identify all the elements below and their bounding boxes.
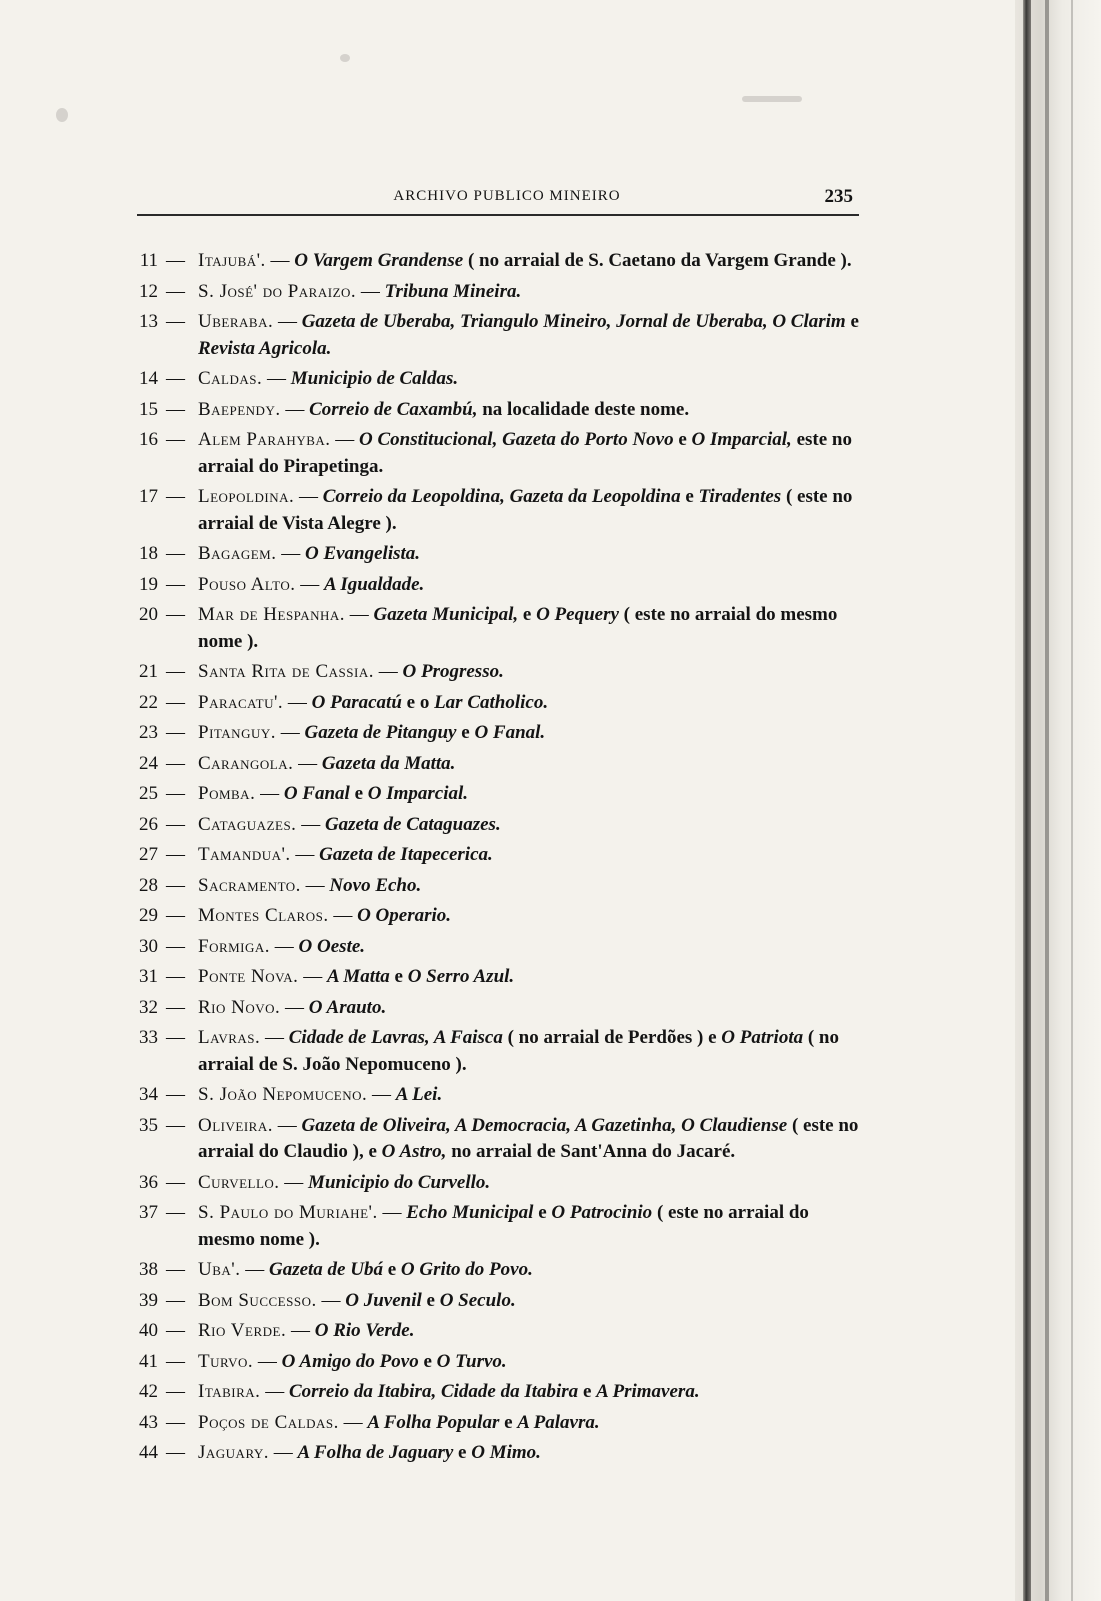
newspaper-title: O Patrocinio <box>551 1202 653 1223</box>
town-name: Poços de Caldas. <box>198 1411 339 1433</box>
list-item: 41 — Turvo. — O Amigo do Povo e O Turvo. <box>130 1349 860 1376</box>
newspaper-title: A Palavra. <box>517 1411 600 1433</box>
entry-number: 36 <box>139 1171 158 1193</box>
em-dash: — <box>166 722 185 743</box>
entry-number: 29 <box>139 905 158 926</box>
town-name: Caldas. <box>198 368 263 389</box>
list-item: 35 — Oliveira. — Gazeta de Oliveira, A Democracia, A Gazetinha, O Claudiense ( este no arraial do Claudio ), e O Astro, no arraial de Sant'Anna do Jacaré. <box>130 1113 860 1166</box>
newspaper-title: A Primavera. <box>596 1381 700 1402</box>
newspaper-title: O Arauto. <box>308 996 387 1018</box>
list-item: 12 — S. José' do Paraizo. — Tribuna Mineira. <box>130 279 860 306</box>
list-item: 38 — Uba'. — Gazeta de Ubá e O Grito do Povo. <box>130 1257 860 1284</box>
header-rule <box>137 214 859 216</box>
em-dash: — <box>166 1320 185 1341</box>
newspaper-title: O Imparcial. <box>367 783 469 804</box>
em-dash: — <box>166 1442 185 1463</box>
em-dash: — <box>166 905 185 926</box>
newspaper-title: O Operario. <box>357 905 452 926</box>
entry-note: e o <box>401 691 435 713</box>
em-dash: — <box>166 966 185 987</box>
entry-number: 34 <box>139 1084 158 1105</box>
list-item: 40 — Rio Verde. — O Rio Verde. <box>130 1318 860 1345</box>
newspaper-title: Revista Agricola. <box>198 337 332 359</box>
newspaper-title: Tribuna Mineira. <box>384 280 522 302</box>
town-name: S. Paulo do Muriahe'. <box>198 1202 378 1223</box>
newspaper-title: A Lei. <box>395 1084 443 1105</box>
entry-note: e <box>349 783 368 804</box>
town-name: Itabira. <box>198 1381 261 1402</box>
list-item: 18 — Bagagem. — O Evangelista. <box>130 541 860 568</box>
em-dash: — <box>166 368 185 389</box>
town-name: Rio Verde. <box>198 1320 287 1341</box>
em-dash: — <box>166 543 185 564</box>
entry-number: 20 <box>139 604 158 625</box>
newspaper-title: Gazeta de Oliveira, A Democracia, A Gazetinha, O Claudiense <box>301 1114 788 1136</box>
newspaper-title: Gazeta de Itapecerica. <box>319 844 493 865</box>
town-name: Pomba. <box>198 783 256 804</box>
newspaper-title: A Matta <box>326 966 390 987</box>
entry-number: 32 <box>139 996 158 1018</box>
newspaper-title: Gazeta de Cataguazes. <box>324 813 501 835</box>
newspaper-title: Gazeta da Matta. <box>321 752 456 774</box>
list-item: 16 — Alem Parahyba. — O Constitucional, Gazeta do Porto Novo e O Imparcial, este no arraial do Pirapetinga. <box>130 427 860 480</box>
town-name: Paracatu'. <box>198 691 284 713</box>
entry-number: 27 <box>139 844 158 865</box>
entry-number: 33 <box>139 1027 158 1048</box>
em-dash: — <box>166 813 185 835</box>
running-title: ARCHIVO PUBLICO MINEIRO <box>393 188 621 204</box>
list-item: 28 — Sacramento. — Novo Echo. <box>130 873 860 900</box>
newspaper-title: Novo Echo. <box>329 874 422 896</box>
entry-number: 15 <box>139 398 158 420</box>
list-item: 11 — Itajubá'. — O Vargem Grandense ( no arraial de S. Caetano da Vargem Grande ). <box>130 248 860 275</box>
town-name: Tamandua'. <box>198 844 291 865</box>
list-item: 43 — Poços de Caldas. — A Folha Popular e A Palavra. <box>130 1410 860 1437</box>
newspaper-title: O Mimo. <box>471 1442 541 1463</box>
entry-note: e <box>680 486 699 507</box>
entry-number: 35 <box>139 1114 158 1136</box>
entry-number: 19 <box>139 573 158 595</box>
entry-note: ( este no arraial do mesmo nome ). <box>198 1202 809 1250</box>
entry-note: e <box>382 1259 401 1280</box>
page-edge-line <box>1071 0 1073 1601</box>
newspaper-title: O Astro, <box>381 1141 447 1162</box>
entry-number: 31 <box>139 966 158 987</box>
list-item: 15 — Baependy. — Correio de Caxambú, na localidade deste nome. <box>130 397 860 424</box>
entry-note: e <box>499 1411 518 1433</box>
town-name: Rio Novo. <box>198 996 281 1018</box>
page-header <box>137 188 877 216</box>
list-item: 34 — S. João Nepomuceno. — A Lei. <box>130 1082 860 1109</box>
page-number: 235 <box>824 186 853 207</box>
town-name: Sacramento. <box>198 874 301 896</box>
entry-number: 28 <box>139 874 158 896</box>
town-name: Jaguary. <box>198 1442 270 1463</box>
em-dash: — <box>166 573 185 595</box>
newspaper-title: O Fanal. <box>474 722 546 743</box>
entry-number: 42 <box>139 1381 158 1402</box>
newspaper-title: Correio de Caxambú, <box>309 398 478 420</box>
entry-number: 37 <box>139 1202 158 1223</box>
list-item: 42 — Itabira. — Correio da Itabira, Cidade da Itabira e A Primavera. <box>130 1379 860 1406</box>
list-item: 24 — Carangola. — Gazeta da Matta. <box>130 751 860 778</box>
entry-note: e <box>453 1442 472 1463</box>
entry-number: 38 <box>139 1259 158 1280</box>
entry-note: no arraial de Sant'Anna do Jacaré. <box>446 1141 736 1162</box>
entry-number: 39 <box>139 1289 158 1311</box>
em-dash: — <box>166 398 185 420</box>
em-dash: — <box>166 874 185 896</box>
entry-number: 25 <box>139 783 158 804</box>
newspaper-title: O Grito do Povo. <box>400 1259 533 1280</box>
newspaper-title: O Patriota <box>721 1027 804 1048</box>
entry-note: este no arraial do Pirapetinga. <box>198 429 852 477</box>
town-name: Uberaba. <box>198 311 274 332</box>
em-dash: — <box>166 844 185 865</box>
em-dash: — <box>166 1259 185 1280</box>
newspaper-title: O Constitucional, Gazeta do Porto Novo <box>359 429 674 450</box>
list-item: 19 — Pouso Alto. — A Igualdade. <box>130 572 860 599</box>
em-dash: — <box>166 604 185 625</box>
list-item: 39 — Bom Successo. — O Juvenil e O Seculo. <box>130 1288 860 1315</box>
list-item: 31 — Ponte Nova. — A Matta e O Serro Azul. <box>130 964 860 991</box>
entry-note: e <box>421 1289 440 1311</box>
list-item: 22 — Paracatu'. — O Paracatú e o Lar Catholico. <box>130 690 860 717</box>
newspaper-title: Gazeta de Uberaba, Triangulo Mineiro, Jornal de Uberaba, O Clarim <box>301 311 846 332</box>
em-dash: — <box>166 429 185 450</box>
entry-number: 23 <box>139 722 158 743</box>
newspaper-title: O Seculo. <box>439 1289 516 1311</box>
newspaper-title: Municipio do Curvello. <box>308 1171 491 1193</box>
em-dash: — <box>166 1350 185 1372</box>
newspaper-title: O Serro Azul. <box>407 966 515 987</box>
town-name: Pouso Alto. <box>198 573 296 595</box>
em-dash: — <box>166 250 185 271</box>
em-dash: — <box>166 1202 185 1223</box>
town-name: S. João Nepomuceno. <box>198 1084 368 1105</box>
newspaper-title: A Igualdade. <box>323 573 425 595</box>
entry-number: 13 <box>139 311 158 332</box>
town-name: Santa Rita de Cassia. <box>198 661 374 682</box>
entry-note: na localidade deste nome. <box>477 398 690 420</box>
entry-number: 16 <box>139 429 158 450</box>
newspaper-title: Correio da Itabira, Cidade da Itabira <box>288 1381 579 1402</box>
newspaper-title: Lar Catholico. <box>434 691 549 713</box>
em-dash: — <box>166 1381 185 1402</box>
entry-note: ( este no arraial do mesmo nome ). <box>198 604 838 652</box>
town-name: S. José' do Paraizo. <box>198 280 357 302</box>
newspaper-title: Correio da Leopoldina, Gazeta da Leopoldina <box>322 486 681 507</box>
town-name: Cataguazes. <box>198 813 297 835</box>
newspaper-title: Cidade de Lavras, A Faisca <box>288 1027 503 1048</box>
newspaper-title: O Juvenil <box>345 1289 422 1311</box>
list-item: 44 — Jaguary. — A Folha de Jaguary e O Mimo. <box>130 1440 860 1467</box>
town-name: Baependy. <box>198 398 281 420</box>
entry-number: 11 <box>139 250 158 271</box>
entry-note: ( no arraial de Perdões ) e <box>502 1027 722 1048</box>
list-item: 14 — Caldas. — Municipio de Caldas. <box>130 366 860 393</box>
entry-number: 17 <box>139 486 158 507</box>
town-name: Carangola. <box>198 752 294 774</box>
town-name: Formiga. <box>198 935 271 957</box>
newspaper-list <box>130 248 860 1471</box>
list-item: 23 — Pitanguy. — Gazeta de Pitanguy e O Fanal. <box>130 720 860 747</box>
town-name: Alem Parahyba. <box>198 429 331 450</box>
entry-note: ( no arraial de S. Caetano da Vargem Grande ). <box>463 250 852 271</box>
entry-number: 12 <box>139 280 158 302</box>
newspaper-title: O Rio Verde. <box>314 1320 415 1341</box>
newspaper-title: O Paracatú <box>311 691 402 713</box>
em-dash: — <box>166 280 185 302</box>
town-name: Pitanguy. <box>198 722 276 743</box>
entry-number: 43 <box>139 1411 158 1433</box>
newspaper-title: O Fanal <box>283 783 350 804</box>
entry-number: 40 <box>139 1320 158 1341</box>
list-item: 33 — Lavras. — Cidade de Lavras, A Faisca ( no arraial de Perdões ) e O Patriota ( no arraial de S. João Nepomuceno ). <box>130 1025 860 1078</box>
list-item: 25 — Pomba. — O Fanal e O Imparcial. <box>130 781 860 808</box>
newspaper-title: O Turvo. <box>436 1350 507 1372</box>
em-dash: — <box>166 935 185 957</box>
em-dash: — <box>166 783 185 804</box>
em-dash: — <box>166 1289 185 1311</box>
entry-number: 21 <box>139 661 158 682</box>
entry-note: e <box>673 429 692 450</box>
em-dash: — <box>166 996 185 1018</box>
em-dash: — <box>166 1114 185 1136</box>
newspaper-title: Gazeta Municipal, <box>373 604 519 625</box>
town-name: Bom Successo. <box>198 1289 317 1311</box>
town-name: Montes Claros. <box>198 905 329 926</box>
list-item: 30 — Formiga. — O Oeste. <box>130 934 860 961</box>
entry-number: 44 <box>139 1442 158 1463</box>
town-name: Oliveira. <box>198 1114 273 1136</box>
scan-smudge <box>742 96 802 102</box>
newspaper-title: O Pequery <box>536 604 619 625</box>
entry-number: 22 <box>139 691 158 713</box>
list-item: 13 — Uberaba. — Gazeta de Uberaba, Triangulo Mineiro, Jornal de Uberaba, O Clarim e Revista Agricola. <box>130 309 860 362</box>
town-name: Mar de Hespanha. <box>198 604 346 625</box>
newspaper-title: Tiradentes <box>698 486 782 507</box>
town-name: Lavras. <box>198 1027 261 1048</box>
newspaper-title: O Evangelista. <box>304 543 421 564</box>
newspaper-title: O Vargem Grandense <box>294 250 464 271</box>
newspaper-title: O Imparcial, <box>691 429 792 450</box>
entry-note: ( este no arraial do Claudio ), e <box>198 1114 859 1162</box>
em-dash: — <box>166 311 185 332</box>
newspaper-title: Gazeta de Ubá <box>268 1259 383 1280</box>
town-name: Bagagem. <box>198 543 277 564</box>
em-dash: — <box>166 752 185 774</box>
town-name: Turvo. <box>198 1350 254 1372</box>
list-item: 29 — Montes Claros. — O Operario. <box>130 903 860 930</box>
newspaper-title: O Amigo do Povo <box>281 1350 419 1372</box>
town-name: Ponte Nova. <box>198 966 299 987</box>
scan-smudge <box>340 54 350 62</box>
town-name: Curvello. <box>198 1171 280 1193</box>
page-edge-line <box>1045 0 1049 1601</box>
em-dash: — <box>166 691 185 713</box>
newspaper-title: O Progresso. <box>402 661 504 682</box>
em-dash: — <box>166 1084 185 1105</box>
entry-note: e <box>845 311 859 332</box>
list-item: 37 — S. Paulo do Muriahe'. — Echo Municipal e O Patrocinio ( este no arraial do mesmo nome ). <box>130 1200 860 1253</box>
newspaper-title: Echo Municipal <box>406 1202 534 1223</box>
entry-number: 41 <box>139 1350 158 1372</box>
list-item: 32 — Rio Novo. — O Arauto. <box>130 995 860 1022</box>
entry-number: 30 <box>139 935 158 957</box>
em-dash: — <box>166 486 185 507</box>
em-dash: — <box>166 661 185 682</box>
entry-note: e <box>578 1381 597 1402</box>
entry-note: ( este no arraial de Vista Alegre ). <box>198 486 853 534</box>
entry-note: e <box>389 966 408 987</box>
entry-number: 24 <box>139 752 158 774</box>
town-name: Itajubá'. <box>198 250 266 271</box>
entry-note: e <box>456 722 475 743</box>
entry-note: e <box>418 1350 437 1372</box>
page-edge-dark-band <box>1023 0 1031 1601</box>
list-item: 27 — Tamandua'. — Gazeta de Itapecerica. <box>130 842 860 869</box>
list-item: 36 — Curvello. — Municipio do Curvello. <box>130 1170 860 1197</box>
newspaper-title: O Oeste. <box>298 935 366 957</box>
list-item: 21 — Santa Rita de Cassia. — O Progresso. <box>130 659 860 686</box>
em-dash: — <box>166 1171 185 1193</box>
newspaper-title: Gazeta de Pitanguy <box>304 722 457 743</box>
entry-number: 14 <box>139 368 158 389</box>
newspaper-title: A Folha de Jaguary <box>297 1442 454 1463</box>
entry-note: e <box>533 1202 552 1223</box>
entry-number: 18 <box>139 543 158 564</box>
entry-number: 26 <box>139 813 158 835</box>
scan-smudge <box>56 108 68 122</box>
em-dash: — <box>166 1411 185 1433</box>
town-name: Leopoldina. <box>198 486 295 507</box>
town-name: Uba'. <box>198 1259 241 1280</box>
list-item: 20 — Mar de Hespanha. — Gazeta Municipal, e O Pequery ( este no arraial do mesmo nome ). <box>130 602 860 655</box>
em-dash: — <box>166 1027 185 1048</box>
entry-note: e <box>518 604 537 625</box>
newspaper-title: A Folha Popular <box>367 1411 500 1433</box>
list-item: 17 — Leopoldina. — Correio da Leopoldina, Gazeta da Leopoldina e Tiradentes ( este no arraial de Vista Alegre ). <box>130 484 860 537</box>
list-item: 26 — Cataguazes. — Gazeta de Cataguazes. <box>130 812 860 839</box>
newspaper-title: Municipio de Caldas. <box>290 368 459 389</box>
entry-note: ( no arraial de S. João Nepomuceno ). <box>198 1027 840 1075</box>
